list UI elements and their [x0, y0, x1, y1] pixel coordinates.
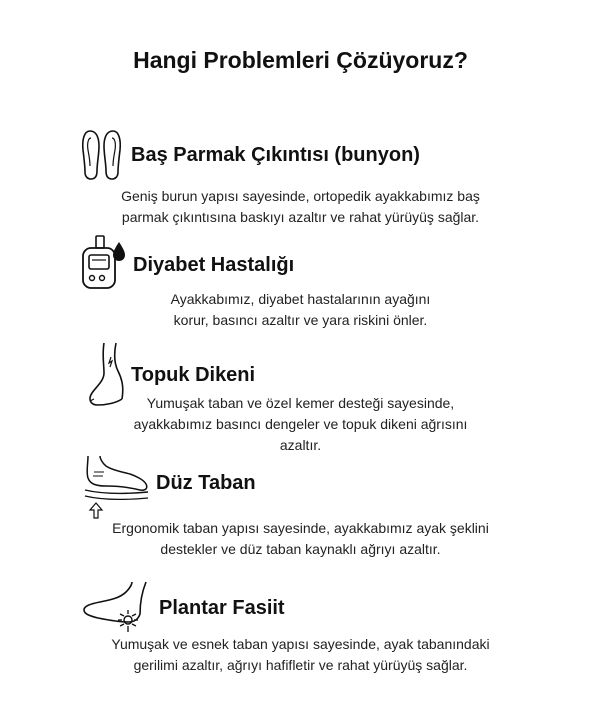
description-line: parmak çıkıntısına baskıyı azaltır ve rahat yürüyüş sağlar. — [121, 209, 480, 225]
page-title: Hangi Problemleri Çözüyoruz? — [133, 47, 468, 73]
description-line: azaltır. — [279, 437, 322, 453]
description-line: korur, basıncı azaltır ve yara riskini önler. — [173, 312, 428, 328]
section-heading: Plantar Fasiit — [159, 597, 285, 619]
description-line: Geniş burun yapısı sayesinde, ortopedik ayakkabımız baş — [121, 188, 480, 204]
description-line: ayakkabımız basıncı dengeler ve topuk dikeni ağrısını — [133, 416, 468, 432]
footprints-icon — [80, 128, 124, 180]
section-heading: Baş Parmak Çıkıntısı (bunyon) — [131, 144, 420, 166]
flat-foot-icon — [82, 454, 150, 520]
description-line: destekler ve düz taban kaynaklı ağrıyı azaltır. — [160, 541, 441, 557]
section-description — [0, 393, 601, 456]
description-line: Yumuşak ve esnek taban yapısı sayesinde, ayak tabanındaki — [111, 636, 490, 652]
description-line: Yumuşak taban ve özel kemer desteği sayesinde, — [146, 395, 455, 411]
description-line: Ergonomik taban yapısı sayesinde, ayakkabımız ayak şeklini — [112, 520, 489, 536]
section-description — [0, 634, 601, 676]
section-heading: Düz Taban — [156, 472, 256, 494]
glucometer-icon — [80, 234, 128, 290]
section-heading: Diyabet Hastalığı — [133, 254, 295, 276]
section-description — [0, 289, 601, 331]
section-heading: Topuk Dikeni — [131, 364, 256, 386]
plantar-fasciitis-icon — [80, 580, 154, 634]
description-line: gerilimi azaltır, ağrıyı hafifletir ve rahat yürüyüş sağlar. — [133, 657, 468, 673]
description-line: Ayakkabımız, diyabet hastalarının ayağını — [170, 291, 431, 307]
section-description — [0, 186, 601, 228]
section-description — [0, 518, 601, 560]
